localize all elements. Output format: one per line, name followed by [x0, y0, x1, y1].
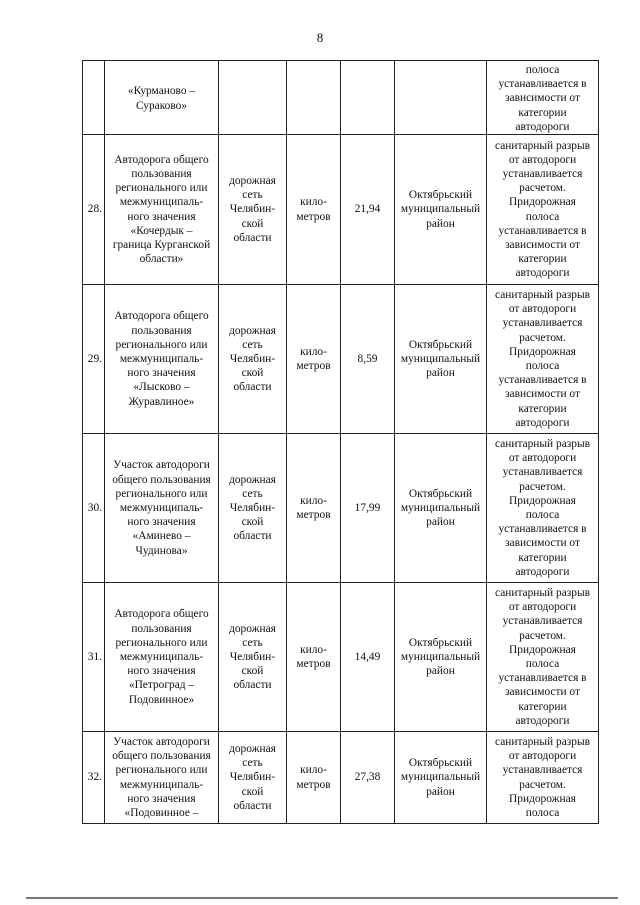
length-cell — [341, 61, 395, 135]
district-cell — [395, 61, 487, 135]
road-network-cell: дорожная сеть Челябин- ской области — [219, 135, 287, 285]
length-cell: 21,94 — [341, 135, 395, 285]
note-cell: санитарный разрыв от автодороги устанавливается расчетом. Придорожная полоса устанавливается в зависимости от категории автодороги — [487, 285, 599, 434]
table-row — [83, 583, 599, 732]
district-cell: Октябрьский муниципальный район — [395, 434, 487, 583]
district-cell: Октябрьский муниципальный район — [395, 732, 487, 824]
row-number-cell: 32. — [83, 732, 105, 824]
road-network-cell — [219, 61, 287, 135]
scan-edge-line — [26, 897, 618, 899]
road-name-cell: Автодорога общего пользования регионального или межмуниципаль- ного значения «Лысково – Журавлиное» — [105, 285, 219, 434]
note-cell: санитарный разрыв от автодороги устанавливается расчетом. Придорожная полоса — [487, 732, 599, 824]
road-name-cell: Участок автодороги общего пользования регионального или межмуниципаль- ного значения «Подовинное – — [105, 732, 219, 824]
row-number-cell: 30. — [83, 434, 105, 583]
row-number-cell: 28. — [83, 135, 105, 285]
row-number-cell: 31. — [83, 583, 105, 732]
length-cell: 17,99 — [341, 434, 395, 583]
length-cell: 8,59 — [341, 285, 395, 434]
road-registry-table — [82, 60, 599, 824]
note-cell: санитарный разрыв от автодороги устанавливается расчетом. Придорожная полоса устанавливается в зависимости от категории автодороги — [487, 583, 599, 732]
unit-cell: кило- метров — [287, 135, 341, 285]
road-name-cell: Участок автодороги общего пользования регионального или межмуниципаль- ного значения «Аминево – Чудинова» — [105, 434, 219, 583]
road-network-cell: дорожная сеть Челябин- ской области — [219, 583, 287, 732]
table-row — [83, 285, 599, 434]
table-row — [83, 732, 599, 824]
road-name-cell: Автодорога общего пользования регионального или межмуниципаль- ного значения «Кочердык – граница Курганской области» — [105, 135, 219, 285]
district-cell: Октябрьский муниципальный район — [395, 135, 487, 285]
unit-cell: кило- метров — [287, 583, 341, 732]
unit-cell: кило- метров — [287, 434, 341, 583]
road-network-cell: дорожная сеть Челябин- ской области — [219, 434, 287, 583]
unit-cell: кило- метров — [287, 285, 341, 434]
road-network-cell: дорожная сеть Челябин- ской области — [219, 285, 287, 434]
row-number-cell — [83, 61, 105, 135]
unit-cell: кило- метров — [287, 732, 341, 824]
note-cell: полоса устанавливается в зависимости от категории автодороги — [487, 61, 599, 135]
road-network-cell: дорожная сеть Челябин- ской области — [219, 732, 287, 824]
note-cell: санитарный разрыв от автодороги устанавливается расчетом. Придорожная полоса устанавливается в зависимости от категории автодороги — [487, 135, 599, 285]
row-number-cell: 29. — [83, 285, 105, 434]
length-cell: 27,38 — [341, 732, 395, 824]
table-row — [83, 135, 599, 285]
table-row — [83, 434, 599, 583]
district-cell: Октябрьский муниципальный район — [395, 583, 487, 732]
district-cell: Октябрьский муниципальный район — [395, 285, 487, 434]
table-row — [83, 61, 599, 135]
road-name-cell: «Курманово – Сураково» — [105, 61, 219, 135]
page-number: 8 — [316, 30, 324, 45]
note-cell: санитарный разрыв от автодороги устанавливается расчетом. Придорожная полоса устанавливается в зависимости от категории автодороги — [487, 434, 599, 583]
unit-cell — [287, 61, 341, 135]
road-name-cell: Автодорога общего пользования регионального или межмуниципаль- ного значения «Петроград – Подовинное» — [105, 583, 219, 732]
length-cell: 14,49 — [341, 583, 395, 732]
